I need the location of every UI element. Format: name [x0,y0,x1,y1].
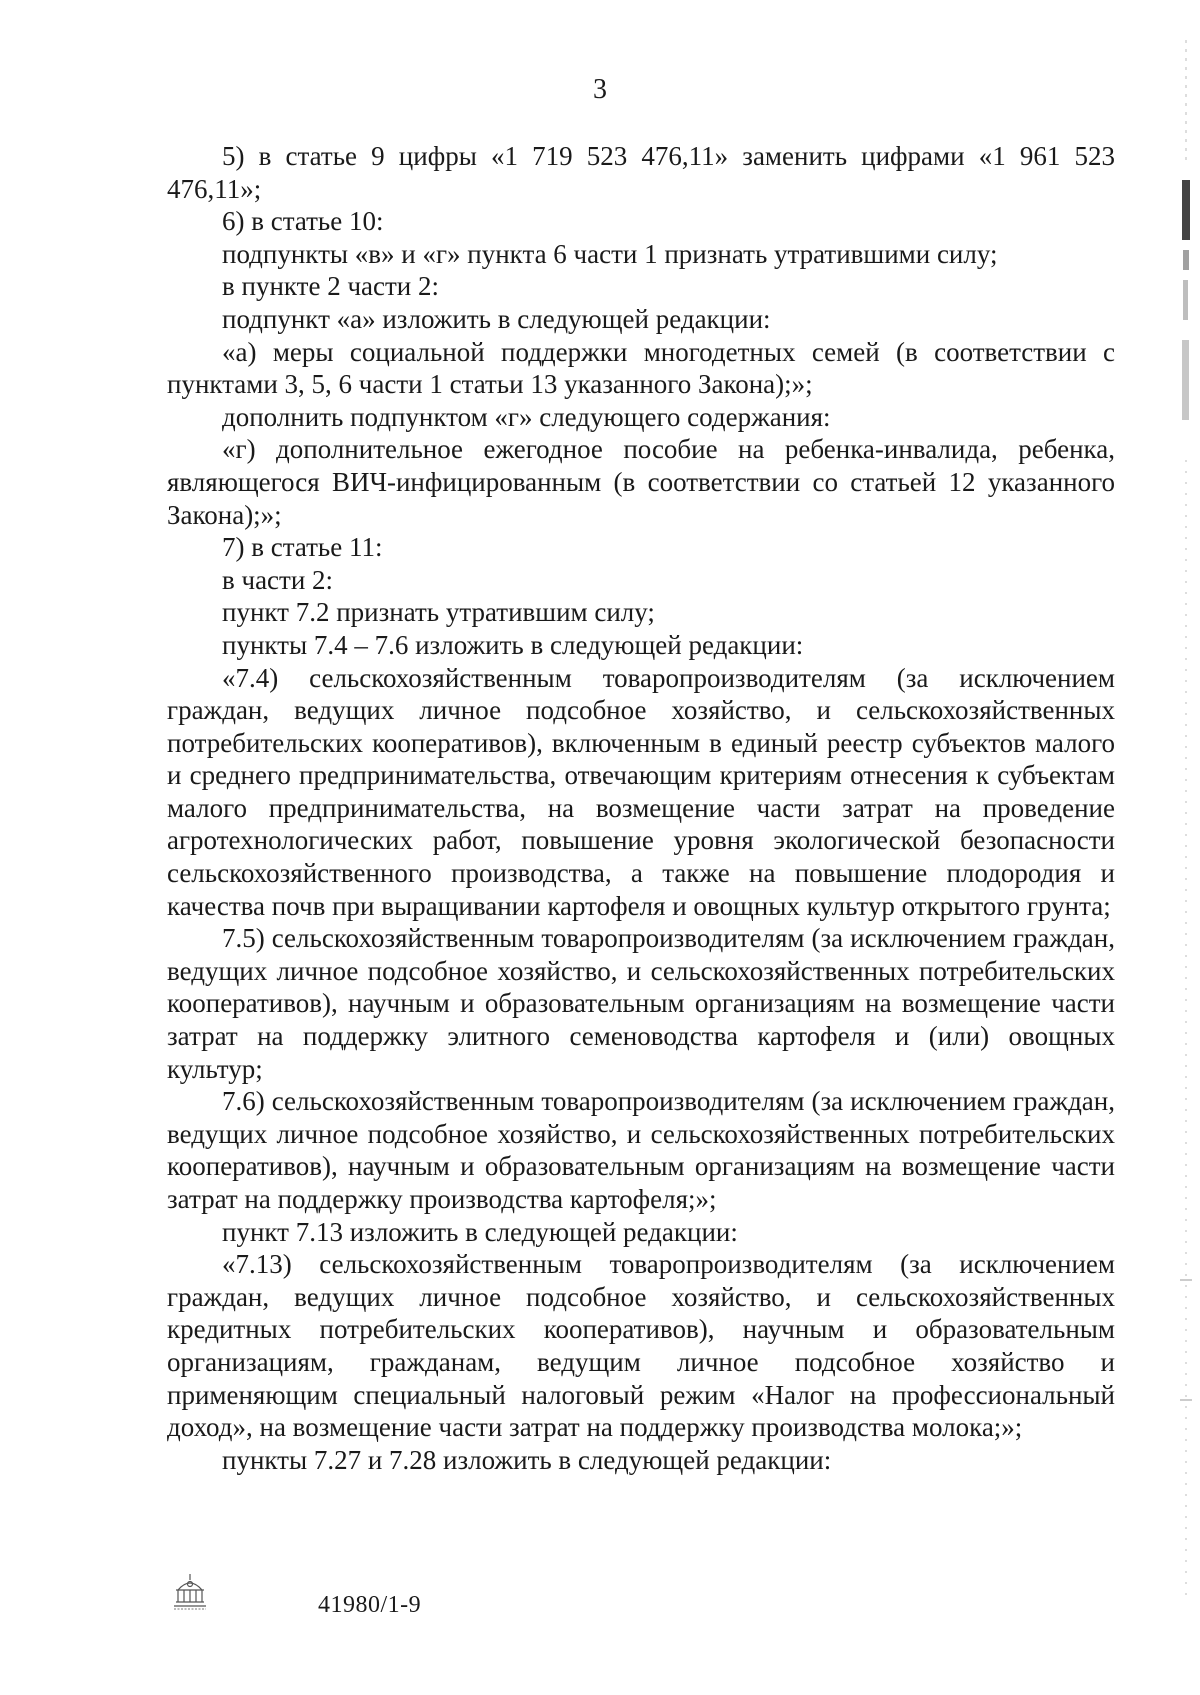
paragraph-article-9: 5) в статье 9 цифры «1 719 523 476,11» заменить цифрами «1 961 523 476,11»; [167,141,1115,204]
scan-edge-artifact [1180,40,1192,1610]
paragraph-subitem-g: «г) дополнительное ежегодное пособие на ребенка-инвалида, ребенка, являющегося ВИЧ-инфицированным (в соответствии со статьей 12 указанного Закона);»; [167,434,1115,530]
paragraph: пункт 7.13 изложить в следующей редакции: [222,1216,738,1247]
paragraph-article-11: 7) в статье 11: [222,532,383,563]
page-number: 3 [593,74,607,105]
paragraph: пункты 7.27 и 7.28 изложить в следующей редакции: [222,1444,832,1475]
paragraph-item-7-13: «7.13) сельскохозяйственным товаропроизводителям (за исключением граждан, ведущих личное подсобное хозяйство, и сельскохозяйственных кредитных потребительских кооперативов), научным и образовательным организациям, гражданам, ведущим личное подсобное хозяйство и применяющим специальный налоговый режим «Налог на профессиональный доход», на возмещение части затрат на поддержку производства молока;»; [167,1249,1115,1443]
paragraph: пункт 7.2 признать утратившим силу; [222,597,655,628]
paragraph-item-7-4: «7.4) сельскохозяйственным товаропроизводителям (за исключением граждан, ведущих личное подсобное хозяйство, и сельскохозяйственных потребительских кооперативов), включенным в единый реестр субъектов малого и среднего предпринимательства, отвечающим критериям отнесения к субъектам малого предпринимательства, на возмещение части затрат на проведение агротехнологических работ, повышение уровня экологической безопасности сельскохозяйственного производства, а также на повышение плодородия и качества почв при выращивании картофеля и овощных культур открытого грунта; [167,662,1115,921]
paragraph-article-10: 6) в статье 10: [222,206,384,237]
paragraph: дополнить подпунктом «г» следующего содержания: [222,401,831,432]
emblem-stamp-icon [168,1572,212,1612]
paragraph: пункты 7.4 – 7.6 изложить в следующей редакции: [222,629,804,660]
paragraph: в части 2: [222,564,334,595]
document-body [167,140,1115,1476]
paragraph-subitem-a: «а) меры социальной поддержки многодетных семей (в соответствии с пунктами 3, 5, 6 части 1 статьи 13 указанного Закона);»; [167,336,1115,400]
document-code: 41980/1-9 [318,1592,422,1618]
paragraph: подпункт «а» изложить в следующей редакции: [222,303,771,334]
paragraph: в пункте 2 части 2: [222,271,439,302]
paragraph: подпункты «в» и «г» пункта 6 части 1 признать утратившими силу; [222,238,998,269]
paragraph-item-7-5: 7.5) сельскохозяйственным товаропроизводителям (за исключением граждан, ведущих личное подсобное хозяйство, и сельскохозяйственных потребительских кооперативов), научным и образовательным организациям на возмещение части затрат на поддержку элитного семеноводства картофеля и (или) овощных культур; [167,923,1115,1084]
paragraph-item-7-6: 7.6) сельскохозяйственным товаропроизводителям (за исключением граждан, ведущих личное подсобное хозяйство, и сельскохозяйственных потребительских кооперативов), научным и образовательным организациям на возмещение части затрат на поддержку производства картофеля;»; [167,1086,1115,1214]
